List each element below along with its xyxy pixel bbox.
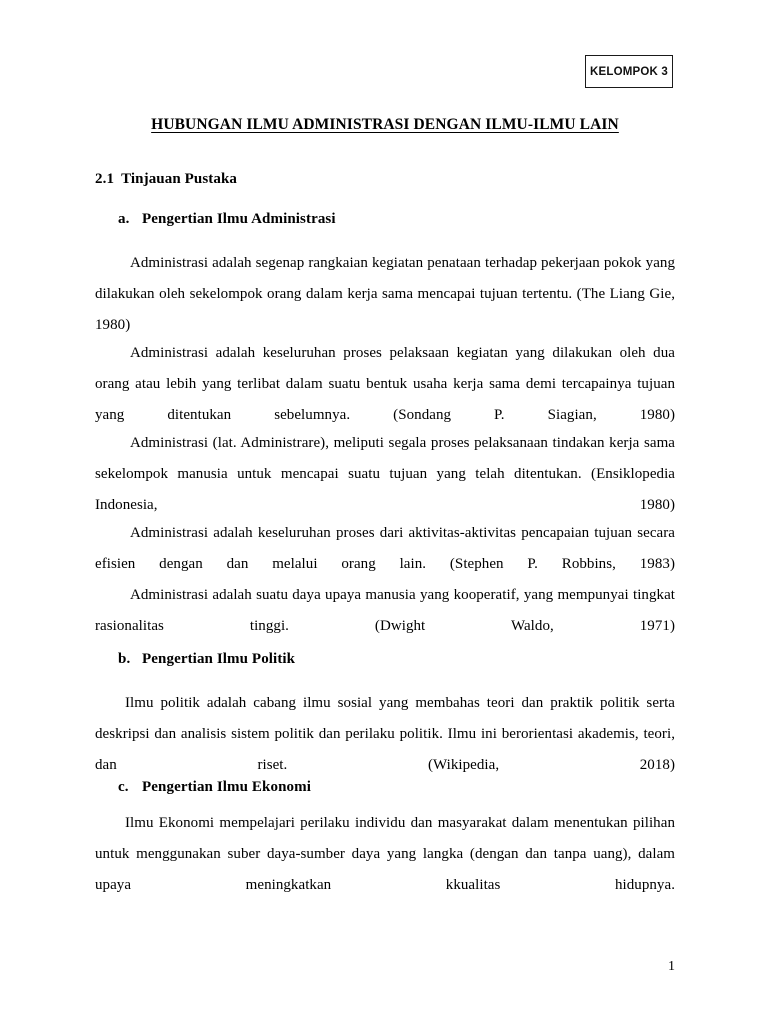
paragraph-ilmu-ekonomi: Ilmu Ekonomi mempelajari perilaku individu dan masyarakat dalam menentukan pilihan untuk menggunakan suber daya-sumber daya yang langka (dengan dan tanpa uang), dalam upaya meningkatkan kkualitas hidupnya.	[95, 815, 675, 893]
paragraph-administrasi-liang-gie: Administrasi adalah segenap rangkaian kegiatan penataan terhadap pekerjaan pokok yang dilakukan oleh sekelompok orang dalam kerja sama mencapai tujuan tertentu. (The Liang Gie, 1980)	[95, 255, 675, 333]
section-heading	[95, 171, 237, 188]
paragraph-administrasi-ensiklopedia: Administrasi (lat. Administrare), meliputi segala proses pelaksanaan tindakan kerja sama sekelompok manusia untuk mencapai suatu tujuan yang telah ditentukan. (Ensiklopedia Indonesia, 1980)	[95, 435, 675, 513]
group-stamp-label: KELOMPOK 3	[589, 65, 669, 78]
subsection-heading-c	[118, 779, 311, 796]
subsection-marker-a: a.	[118, 211, 130, 227]
paragraph-administrasi-waldo: Administrasi adalah suatu daya upaya manusia yang kooperatif, yang mempunyai tingkat rasionalitas tinggi. (Dwight Waldo, 1971)	[95, 587, 675, 634]
paragraph-ilmu-politik: Ilmu politik adalah cabang ilmu sosial yang membahas teori dan praktik politik serta deskripsi dan analisis sistem politik dan perilaku politik. Ilmu ini berorientasi akademis, teori, dan riset. (Wikipedia, 2018)	[95, 695, 675, 773]
subsection-label-a: Pengertian Ilmu Administrasi	[142, 211, 336, 227]
subsection-heading-a	[118, 211, 336, 228]
subsection-marker-c: c.	[118, 779, 129, 795]
subsection-label-c: Pengertian Ilmu Ekonomi	[142, 779, 311, 795]
subsection-label-b: Pengertian Ilmu Politik	[142, 651, 296, 667]
subsection-heading-b	[118, 651, 295, 668]
group-stamp-box	[585, 55, 673, 88]
subsection-marker-b: b.	[118, 651, 131, 667]
paragraph-administrasi-siagian: Administrasi adalah keseluruhan proses pelaksaan kegiatan yang dilakukan oleh dua orang atau lebih yang terlibat dalam suatu bentuk usaha kerja sama demi tercapainya tujuan yang ditentukan sebelumnya. (Sondang P. Siagian, 1980)	[95, 345, 675, 423]
section-heading-label: Tinjauan Pustaka	[121, 171, 238, 187]
page-title: HUBUNGAN ILMU ADMINISTRASI DENGAN ILMU-ILMU LAIN	[151, 116, 619, 133]
paragraph-administrasi-robbins: Administrasi adalah keseluruhan proses dari aktivitas-aktivitas pencapaian tujuan secara efisien dengan dan melalui orang lain. (Stephen P. Robbins, 1983)	[95, 525, 675, 572]
page-number: 1	[668, 959, 675, 974]
section-number: 2.1	[95, 171, 115, 187]
